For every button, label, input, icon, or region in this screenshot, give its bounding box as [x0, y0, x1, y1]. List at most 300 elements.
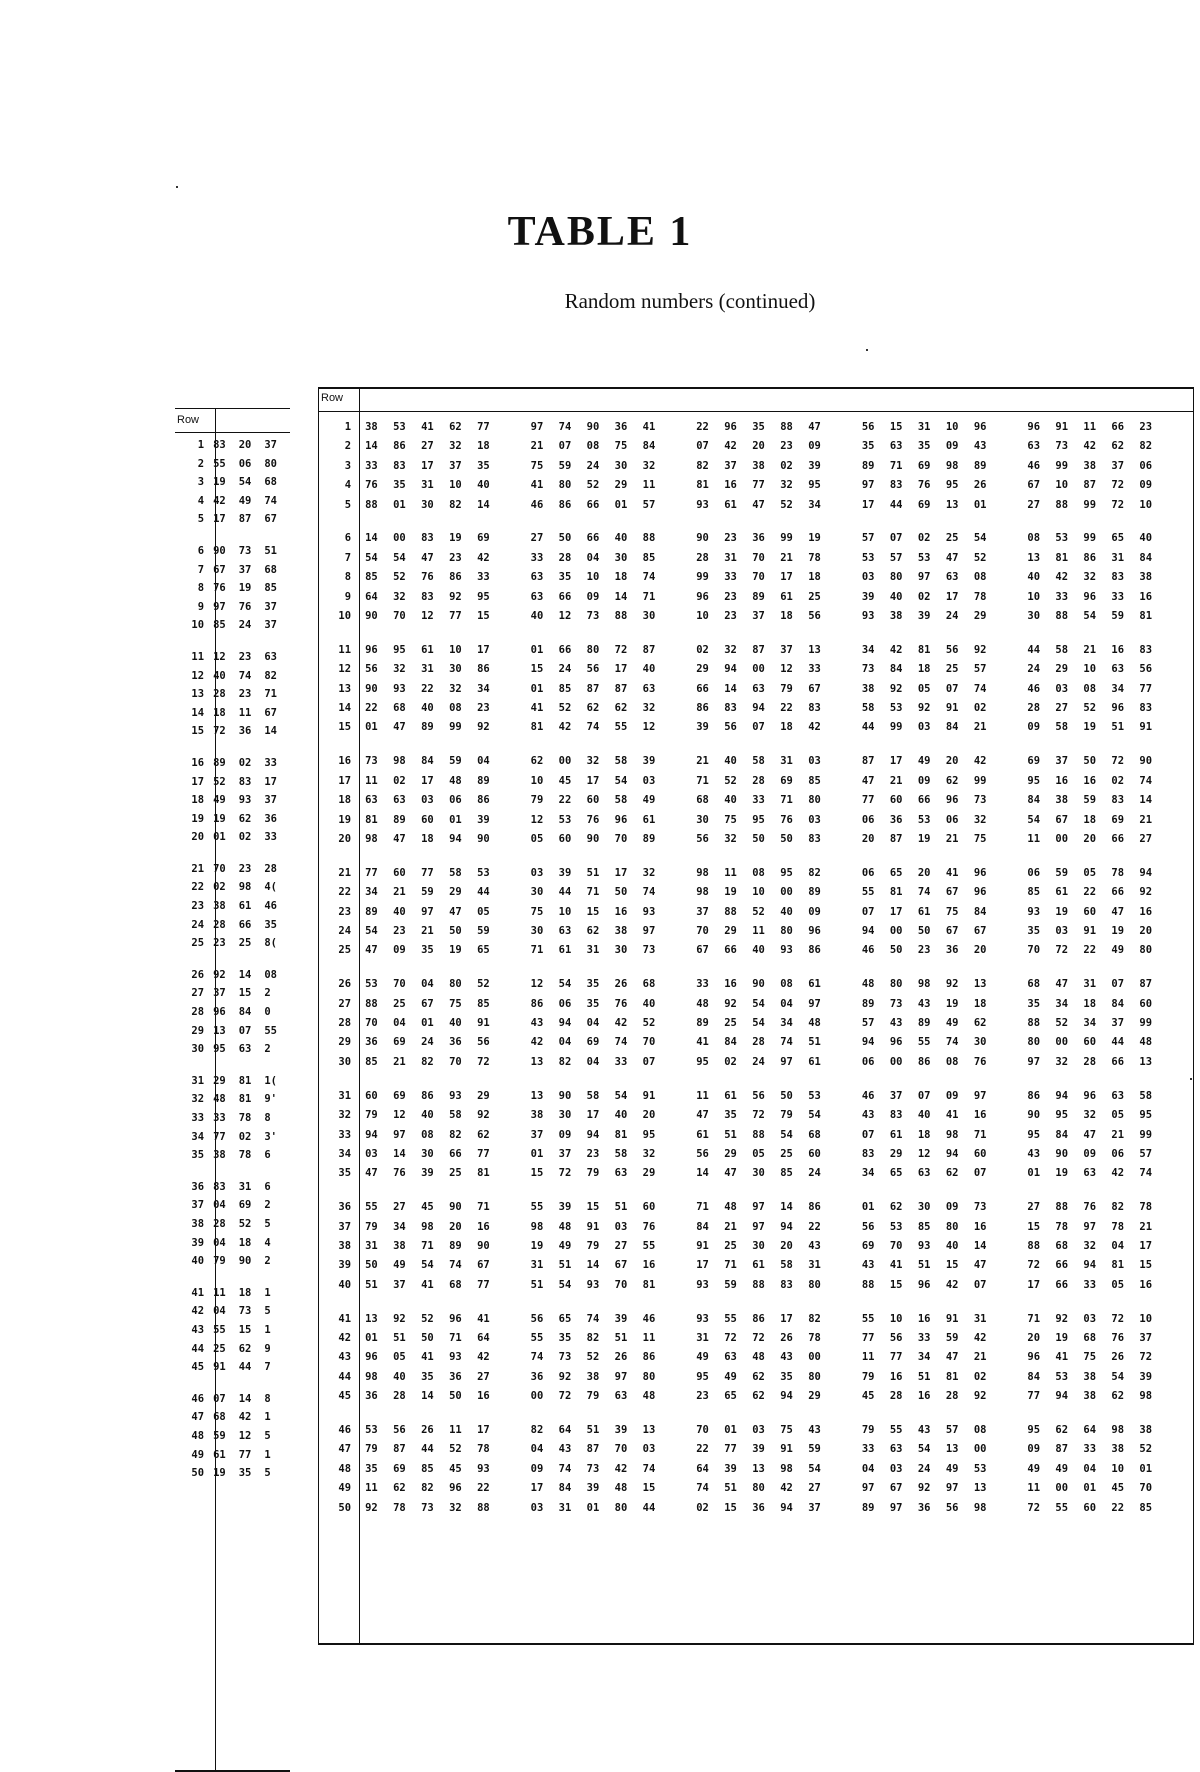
- table-cell: 84: [1027, 794, 1041, 807]
- table-cell: 08: [449, 702, 462, 715]
- table-cell: 13: [752, 1462, 765, 1475]
- table-cell: 85: [365, 1055, 378, 1068]
- table-cell: 76: [614, 997, 628, 1010]
- table-cell: 30: [614, 551, 628, 564]
- left-row-number: 44: [191, 1342, 205, 1355]
- table-cell: 79: [586, 1239, 600, 1252]
- table-cell: 49: [1027, 1462, 1041, 1475]
- table-cell: 23: [780, 440, 793, 453]
- number-group: [1027, 883, 1193, 902]
- row-number: 49: [338, 1482, 352, 1495]
- table-cell: 82: [421, 1482, 434, 1495]
- table-cell: 27: [808, 1482, 821, 1495]
- table-cell: 37: [393, 1278, 406, 1291]
- table-cell: 66: [1055, 1259, 1069, 1272]
- table-cell: 93: [586, 1278, 600, 1291]
- table-cell: 14: [477, 498, 490, 511]
- table-cell: 04: [530, 1443, 544, 1456]
- table-cell: 10: [752, 886, 765, 899]
- table-cell: 51: [365, 1278, 378, 1291]
- table-cell: 28: [752, 774, 765, 787]
- table-cell: 98: [421, 1220, 434, 1233]
- left-row-number: 36: [191, 1180, 205, 1193]
- table-cell: 95: [1027, 774, 1041, 787]
- table-cell: 84: [945, 721, 959, 734]
- table-cell: 54: [614, 774, 628, 787]
- table-cell: 54: [917, 1443, 931, 1456]
- table-cell: 33: [808, 663, 821, 676]
- left-row-number: 29: [191, 1024, 205, 1037]
- number-group: [365, 1014, 531, 1033]
- table-cell: 19: [917, 832, 931, 845]
- table-cell: 58: [1055, 721, 1069, 734]
- table-cell: 42: [477, 551, 490, 564]
- table-cell: 06: [945, 813, 959, 826]
- table-cell: 70: [449, 1055, 462, 1068]
- number-group: [1027, 752, 1193, 771]
- number-group: [365, 1053, 531, 1072]
- table-cell: 70: [614, 1278, 628, 1291]
- left-row-number: 31: [191, 1074, 205, 1087]
- left-partial-table: [175, 408, 290, 1770]
- number-group: [531, 1479, 697, 1498]
- table-cell: 15: [586, 1201, 600, 1214]
- left-table-cell: 19: [213, 476, 226, 489]
- table-cell: 60: [1083, 1501, 1097, 1514]
- table-cell: 86: [808, 1201, 821, 1214]
- table-cell: 33: [861, 1443, 875, 1456]
- left-table-cell: 17: [213, 513, 226, 526]
- table-cell: 37: [808, 1501, 821, 1514]
- table-cell: 85: [808, 774, 821, 787]
- left-row-number: 32: [191, 1093, 205, 1106]
- table-cell: 54: [365, 924, 378, 937]
- number-group: [365, 1329, 531, 1348]
- number-group: [696, 1499, 862, 1518]
- table-cell: 56: [861, 421, 875, 433]
- table-cell: 42: [614, 1017, 628, 1030]
- number-group: [696, 1256, 862, 1275]
- table-cell: 52: [1083, 702, 1097, 715]
- table-cell: 32: [393, 663, 406, 676]
- table-cell: 03: [1055, 682, 1069, 695]
- left-table-cell: 68: [213, 1411, 226, 1424]
- number-group: [1027, 1276, 1193, 1295]
- left-table-cell: 11: [238, 706, 252, 719]
- left-table-cell: 20: [238, 439, 252, 451]
- table-cell: 08: [973, 1424, 987, 1437]
- table-cell: 17: [1139, 1239, 1153, 1252]
- table-cell: 83: [780, 1278, 793, 1291]
- table-cell: 97: [752, 1201, 765, 1214]
- row-number: 14: [338, 702, 352, 715]
- table-cell: 63: [530, 571, 544, 584]
- left-row-number: 45: [191, 1361, 205, 1374]
- table-cell: 42: [614, 1462, 628, 1475]
- table-cell: 61: [808, 1055, 821, 1068]
- table-cell: 03: [642, 774, 656, 787]
- number-group: [696, 975, 862, 994]
- table-cell: 17: [889, 905, 903, 918]
- table-cell: 78: [477, 1443, 490, 1456]
- number-group: [531, 1329, 697, 1348]
- table-cell: 09: [1027, 721, 1041, 734]
- table-cell: 87: [861, 755, 875, 768]
- number-group: [696, 1421, 862, 1440]
- table-cell: 97: [889, 1501, 903, 1514]
- number-group: [531, 476, 697, 495]
- number-group: [862, 1053, 1028, 1072]
- table-cell: 52: [449, 1443, 462, 1456]
- number-group: [696, 718, 862, 737]
- table-cell: 55: [614, 721, 628, 734]
- table-cell: 16: [477, 1220, 490, 1233]
- table-row: [319, 607, 1193, 626]
- number-group: [862, 903, 1028, 922]
- number-group: [862, 1237, 1028, 1256]
- table-cell: 58: [586, 1089, 600, 1102]
- table-cell: 69: [586, 1036, 600, 1049]
- table-cell: 52: [724, 774, 737, 787]
- table-cell: 94: [1055, 1089, 1069, 1102]
- table-cell: 84: [696, 1220, 709, 1233]
- table-cell: 99: [696, 571, 709, 584]
- table-cell: 36: [449, 1036, 462, 1049]
- left-table-cell: 2: [264, 987, 271, 1000]
- table-cell: 51: [1111, 721, 1125, 734]
- table-cell: 27: [477, 1370, 490, 1383]
- table-cell: 96: [973, 866, 987, 879]
- number-group: [1027, 864, 1193, 883]
- table-cell: 38: [1055, 794, 1069, 807]
- table-cell: 66: [917, 794, 931, 807]
- table-cell: 03: [861, 571, 875, 584]
- table-cell: 56: [393, 1424, 406, 1437]
- number-group: [862, 752, 1028, 771]
- left-row-number: 7: [197, 563, 205, 576]
- table-cell: 60: [973, 1147, 987, 1160]
- left-row-number: 37: [191, 1199, 205, 1212]
- table-cell: 81: [1139, 610, 1153, 623]
- table-cell: 46: [861, 944, 875, 957]
- number-group: [531, 903, 697, 922]
- table-cell: 68: [1027, 978, 1041, 991]
- row-number: 47: [338, 1443, 352, 1456]
- table-cell: 67: [614, 1259, 628, 1272]
- table-cell: 67: [1027, 479, 1041, 492]
- left-table-cell: 02: [238, 831, 252, 844]
- table-cell: 40: [945, 1239, 959, 1252]
- table-cell: 69: [917, 459, 931, 472]
- left-table-row: [175, 473, 290, 492]
- number-group: [365, 1310, 531, 1329]
- table-cell: 80: [614, 1501, 628, 1514]
- number-group: [365, 607, 531, 626]
- table-cell: 10: [889, 1312, 903, 1325]
- left-table-cell: 3': [264, 1130, 277, 1143]
- table-cell: 56: [1139, 663, 1153, 676]
- table-cell: 13: [1027, 551, 1041, 564]
- left-table-row: [175, 1109, 290, 1128]
- left-table-cell: 28: [264, 862, 277, 875]
- left-table-row: [175, 934, 290, 953]
- left-row-number: 48: [191, 1429, 205, 1442]
- table-cell: 41: [530, 479, 544, 492]
- table-cell: 34: [477, 682, 490, 695]
- table-cell: 33: [365, 459, 378, 472]
- number-group: [365, 1087, 531, 1106]
- scan-speck: [176, 186, 178, 188]
- left-table-cell: 84: [238, 1006, 252, 1019]
- table-cell: 19: [808, 532, 821, 545]
- table-cell: 22: [1083, 886, 1097, 899]
- table-cell: 80: [558, 479, 572, 492]
- number-group: [696, 660, 862, 679]
- table-cell: 13: [973, 1482, 987, 1495]
- table-cell: 55: [530, 1332, 544, 1345]
- table-cell: 33: [1083, 1443, 1097, 1456]
- table-cell: 05: [1111, 1278, 1125, 1291]
- table-cell: 16: [1139, 1278, 1153, 1291]
- table-cell: 59: [449, 755, 462, 768]
- table-cell: 19: [945, 997, 959, 1010]
- table-cell: 28: [696, 551, 709, 564]
- table-cell: 57: [861, 532, 875, 545]
- number-group: [862, 437, 1028, 456]
- table-cell: 60: [421, 813, 434, 826]
- row-number: 36: [338, 1201, 352, 1214]
- table-cell: 62: [1111, 440, 1125, 453]
- number-group: [1027, 1310, 1193, 1329]
- table-cell: 53: [917, 813, 931, 826]
- left-table-cell: 8: [264, 1112, 271, 1124]
- left-table-row: [175, 1252, 290, 1271]
- number-group: [1027, 1145, 1193, 1164]
- table-cell: 08: [780, 978, 793, 991]
- table-cell: 84: [1055, 1128, 1069, 1141]
- table-cell: 74: [945, 1036, 959, 1049]
- main-row-block: [319, 864, 1193, 961]
- table-cell: 89: [861, 1501, 875, 1514]
- table-cell: 48: [808, 1017, 821, 1030]
- table-cell: 56: [365, 663, 378, 676]
- table-cell: 14: [586, 1259, 600, 1272]
- table-cell: 57: [642, 498, 656, 511]
- table-cell: 45: [449, 1462, 462, 1475]
- table-cell: 68: [642, 978, 656, 991]
- number-group: [1027, 1460, 1193, 1479]
- left-row-number: 26: [191, 968, 205, 981]
- table-cell: 31: [724, 551, 737, 564]
- left-table-cell: 28: [213, 1217, 226, 1230]
- table-cell: 42: [780, 1482, 793, 1495]
- table-cell: 71: [586, 886, 600, 899]
- number-group: [696, 1106, 862, 1125]
- table-cell: 88: [1055, 610, 1069, 623]
- left-table-cell: 52: [213, 775, 226, 788]
- row-number: 13: [338, 682, 352, 695]
- table-cell: 18: [917, 1128, 931, 1141]
- left-table-row: [175, 1408, 290, 1427]
- left-row-number: 24: [191, 918, 205, 931]
- table-cell: 69: [393, 1089, 406, 1102]
- table-cell: 02: [973, 1370, 987, 1383]
- left-table-cell: 02: [238, 756, 252, 769]
- number-group: [365, 1256, 531, 1275]
- table-cell: 41: [421, 1351, 434, 1364]
- table-cell: 93: [780, 944, 793, 957]
- number-group: [1027, 660, 1193, 679]
- table-cell: 53: [1055, 532, 1069, 545]
- number-group: [862, 1421, 1028, 1440]
- left-table-cell: 36: [264, 812, 277, 825]
- table-cell: 49: [945, 1017, 959, 1030]
- table-cell: 85: [780, 1167, 793, 1180]
- table-cell: 83: [808, 832, 821, 845]
- left-table-row: [175, 1196, 290, 1215]
- number-group: [365, 457, 531, 476]
- table-cell: 96: [1083, 590, 1097, 603]
- table-cell: 30: [614, 944, 628, 957]
- left-row-number: 27: [191, 987, 205, 1000]
- number-group: [862, 1276, 1028, 1295]
- table-cell: 09: [945, 1089, 959, 1102]
- table-cell: 34: [861, 1167, 875, 1180]
- table-cell: 99: [1083, 498, 1097, 511]
- table-cell: 35: [477, 459, 490, 472]
- number-group: [531, 1499, 697, 1518]
- table-cell: 21: [393, 1055, 406, 1068]
- table-cell: 68: [808, 1128, 821, 1141]
- table-cell: 50: [365, 1259, 378, 1272]
- number-group: [1027, 476, 1193, 495]
- table-cell: 82: [421, 1055, 434, 1068]
- left-table-cell: 18: [213, 706, 226, 719]
- table-cell: 64: [477, 1332, 490, 1345]
- table-cell: 56: [945, 1501, 959, 1514]
- number-group: [696, 1014, 862, 1033]
- table-cell: 51: [586, 1424, 600, 1437]
- table-cell: 28: [558, 551, 572, 564]
- table-cell: 99: [889, 721, 903, 734]
- left-table-cell: 48: [213, 1093, 226, 1106]
- table-row: [319, 418, 1193, 437]
- row-number: 44: [338, 1370, 352, 1383]
- table-cell: 79: [586, 1390, 600, 1403]
- table-cell: 72: [1139, 1351, 1153, 1364]
- table-cell: 11: [861, 1351, 875, 1364]
- table-cell: 80: [752, 1482, 765, 1495]
- table-cell: 97: [861, 1482, 875, 1495]
- table-cell: 40: [477, 479, 490, 492]
- table-cell: 81: [1055, 551, 1069, 564]
- table-cell: 92: [973, 643, 987, 656]
- table-cell: 61: [558, 944, 572, 957]
- table-cell: 41: [421, 421, 434, 433]
- table-cell: 97: [530, 421, 544, 433]
- number-group: [1027, 1053, 1193, 1072]
- table-cell: 78: [1139, 1201, 1153, 1214]
- left-table-cell: 70: [213, 862, 226, 875]
- table-row: [319, 1310, 1193, 1329]
- table-cell: 40: [421, 702, 434, 715]
- table-cell: 14: [1139, 794, 1153, 807]
- table-cell: 03: [642, 1443, 656, 1456]
- table-cell: 61: [780, 590, 793, 603]
- table-cell: 79: [780, 1109, 793, 1122]
- table-cell: 21: [973, 1351, 987, 1364]
- table-cell: 43: [558, 1443, 572, 1456]
- table-cell: 86: [477, 794, 490, 807]
- table-cell: 73: [642, 944, 656, 957]
- table-cell: 10: [1139, 498, 1153, 511]
- table-cell: 01: [861, 1201, 875, 1214]
- table-cell: 04: [477, 755, 490, 768]
- left-table-cell: 33: [264, 756, 277, 769]
- table-cell: 48: [449, 774, 462, 787]
- left-table-cell: 71: [264, 688, 277, 701]
- table-cell: 05: [1083, 866, 1097, 879]
- table-cell: 39: [586, 1482, 600, 1495]
- left-table-cell: 23: [238, 688, 252, 701]
- table-cell: 83: [861, 1147, 875, 1160]
- left-table-row: [175, 1427, 290, 1446]
- table-cell: 60: [1083, 1036, 1097, 1049]
- table-cell: 30: [449, 663, 462, 676]
- table-cell: 33: [614, 1055, 628, 1068]
- table-cell: 83: [1139, 702, 1153, 715]
- left-table-cell: 02: [238, 1130, 252, 1143]
- table-cell: 63: [1111, 1089, 1125, 1102]
- table-cell: 82: [1111, 1201, 1125, 1214]
- table-cell: 48: [724, 1201, 737, 1214]
- left-table-row: [175, 1321, 290, 1340]
- number-group: [1027, 496, 1193, 515]
- number-group: [696, 529, 862, 548]
- row-number: 6: [344, 532, 352, 545]
- table-cell: 01: [1083, 1482, 1097, 1495]
- table-cell: 09: [917, 774, 931, 787]
- table-cell: 27: [393, 1201, 406, 1214]
- table-cell: 70: [614, 1443, 628, 1456]
- table-cell: 76: [365, 479, 378, 492]
- table-cell: 89: [861, 997, 875, 1010]
- table-cell: 96: [365, 643, 378, 656]
- table-row: [319, 864, 1193, 883]
- table-cell: 43: [917, 1424, 931, 1437]
- table-cell: 54: [973, 532, 987, 545]
- table-cell: 20: [1027, 1332, 1041, 1345]
- table-cell: 37: [889, 1089, 903, 1102]
- table-cell: 52: [393, 571, 406, 584]
- left-table-cell: 44: [238, 1361, 252, 1374]
- table-cell: 16: [724, 479, 737, 492]
- table-cell: 79: [780, 682, 793, 695]
- table-cell: 88: [724, 905, 737, 918]
- table-cell: 77: [889, 1351, 903, 1364]
- row-number: 33: [338, 1128, 352, 1141]
- number-group: [696, 568, 862, 587]
- number-group: [365, 1440, 531, 1459]
- table-cell: 42: [945, 1278, 959, 1291]
- table-cell: 94: [780, 1220, 793, 1233]
- table-cell: 33: [1083, 1278, 1097, 1291]
- table-cell: 96: [365, 1351, 378, 1364]
- table-cell: 29: [724, 1147, 737, 1160]
- table-cell: 98: [1139, 1390, 1153, 1403]
- table-cell: 47: [1111, 905, 1125, 918]
- table-cell: 69: [1111, 813, 1125, 826]
